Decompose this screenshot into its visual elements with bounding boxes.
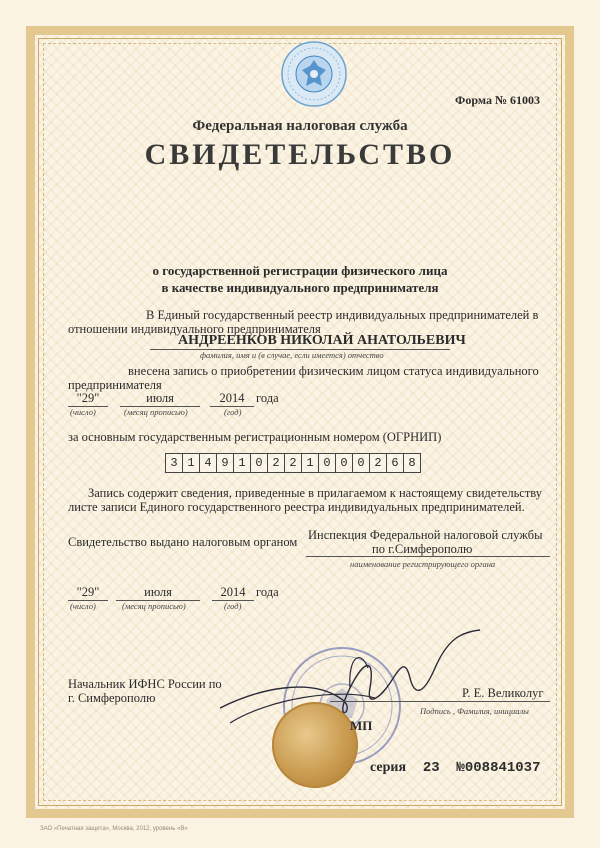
issued-by-underline bbox=[306, 556, 550, 557]
date1-suffix: года bbox=[256, 391, 279, 405]
ogrnip-digit: 8 bbox=[403, 453, 421, 473]
ogrnip-digit: 0 bbox=[318, 453, 336, 473]
date2-day-caption: (число) bbox=[70, 601, 96, 611]
signer-position-line-2: г. Симферополю bbox=[68, 691, 156, 705]
ogrnip-digit: 9 bbox=[216, 453, 234, 473]
blank-number: №008841037 bbox=[456, 760, 541, 776]
intro-line-1: В Единый государственный реестр индивидуальных предпринимателей в bbox=[146, 308, 539, 322]
name-caption: фамилия, имя и (в случае, если имеется) отчество bbox=[200, 350, 384, 360]
form-number: Форма № 61003 bbox=[455, 93, 540, 107]
ogrnip-digit: 1 bbox=[233, 453, 251, 473]
ogrnip-digit: 4 bbox=[199, 453, 217, 473]
record-info-line-1: Запись содержит сведения, приведенные в прилагаемом к настоящему свидетельству bbox=[88, 486, 543, 500]
ogrnip-digit: 1 bbox=[301, 453, 319, 473]
record-line-1: внесена запись о приобретении физическим лицом статуса индивидуального bbox=[128, 364, 539, 378]
subtitle-line-2: в качестве индивидуального предпринимателя bbox=[161, 280, 439, 295]
ogrnip-digit: 3 bbox=[165, 453, 183, 473]
issued-by-line-2: по г.Симферополю bbox=[372, 542, 473, 556]
date1-year-caption: (год) bbox=[224, 407, 242, 417]
date2-year: 2014 bbox=[212, 585, 254, 601]
ogrnip-digit: 0 bbox=[335, 453, 353, 473]
person-name: АНДРЕЕНКОВ НИКОЛАЙ АНАТОЛЬЕВИЧ bbox=[178, 333, 466, 348]
ogrnip-digit: 0 bbox=[250, 453, 268, 473]
issued-by-label: Свидетельство выдано налоговым органом bbox=[68, 535, 298, 549]
date1-year: 2014 bbox=[210, 391, 254, 407]
ogrnip-digit: 2 bbox=[267, 453, 285, 473]
ogrnip-number bbox=[166, 453, 421, 473]
document-title: СВИДЕТЕЛЬСТВО bbox=[144, 138, 456, 171]
date1-day-caption: (число) bbox=[70, 407, 96, 417]
date2-month: июля bbox=[116, 585, 200, 601]
date2-day: "29" bbox=[68, 585, 108, 601]
issued-by-caption: наименование регистрирующего органа bbox=[350, 559, 496, 569]
date2-month-caption: (месяц прописью) bbox=[122, 601, 186, 611]
issued-by-line-1: Инспекция Федеральной налоговой службы bbox=[308, 528, 543, 542]
series-number bbox=[370, 760, 540, 776]
series-label: серия bbox=[370, 760, 407, 775]
date2-suffix: года bbox=[256, 585, 279, 599]
signer-position-line-1: Начальник ИФНС России по bbox=[68, 677, 222, 691]
intro-line-2: отношении индивидуального предпринимателя bbox=[68, 322, 321, 336]
ogrnip-digit: 1 bbox=[182, 453, 200, 473]
date1-month-caption: (месяц прописью) bbox=[124, 407, 188, 417]
fns-emblem-icon bbox=[280, 40, 348, 108]
signature-underline bbox=[330, 701, 550, 702]
signer-name: Р. Е. Великолуг bbox=[462, 686, 544, 700]
ogrnip-label: за основным государственным регистрационным номером (ОГРНИП) bbox=[68, 430, 442, 444]
document-subtitle bbox=[0, 262, 600, 296]
ogrnip-digit: 6 bbox=[386, 453, 404, 473]
record-line-2: предпринимателя bbox=[68, 378, 162, 392]
printer-note: ЗАО «Печатная защита», Москва, 2012, уровень «В» bbox=[40, 826, 188, 832]
mp-label: МП bbox=[350, 718, 373, 733]
ogrnip-digit: 0 bbox=[352, 453, 370, 473]
date1-day: "29" bbox=[68, 391, 108, 407]
signature-icon bbox=[200, 628, 490, 748]
date1-month: июля bbox=[120, 391, 200, 407]
signature-caption: Подпись , Фамилия, инициалы bbox=[420, 706, 529, 716]
agency-name: Федеральная налоговая служба bbox=[192, 118, 408, 134]
series-value: 23 bbox=[422, 760, 440, 776]
date2-year-caption: (год) bbox=[224, 601, 242, 611]
subtitle-line-1: о государственной регистрации физического лица bbox=[152, 263, 448, 278]
ogrnip-digit: 2 bbox=[284, 453, 302, 473]
record-info-line-2: листе записи Единого государственного реестра индивидуальных предпринимателей. bbox=[68, 500, 525, 514]
ogrnip-digit: 2 bbox=[369, 453, 387, 473]
